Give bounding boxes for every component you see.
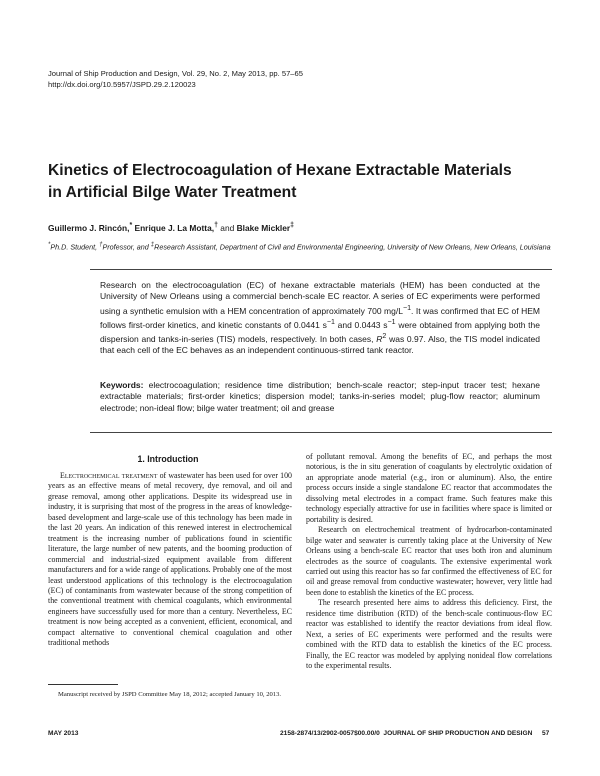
author-conjunction: and	[220, 222, 235, 233]
footnote-rule	[48, 684, 118, 685]
affil-role-2: Professor, and	[102, 242, 149, 252]
right-column	[306, 452, 552, 672]
keywords-label: Keywords:	[100, 380, 144, 390]
abstract-sup-3: −1	[387, 317, 396, 326]
paper-title	[48, 160, 568, 204]
abstract-part-5: was 0.97. Also, the TIS model indicated that each cell of the EC behaves as an independent continuous-stirred tank reactor.	[100, 333, 540, 355]
abstract	[100, 280, 540, 356]
title-line-2: in Artificial Bilge Water Treatment	[48, 184, 297, 201]
abstract-r-symbol: R	[376, 333, 383, 344]
title-line-1: Kinetics of Electrocoagulation of Hexane Extractable Materials	[48, 162, 512, 179]
author-3: Blake Mickler	[236, 222, 291, 233]
keywords-text: electrocoagulation; residence time distribution; bench-scale reactor; step-input tracer test; hexane extractable materials; first-order kinetics; dispersion model; tanks-in-series model; plug-flow reactor; aluminum electrode; non-ideal flow; bilge water treatment; oil and grease	[100, 380, 540, 413]
abstract-sup-4: 2	[382, 331, 387, 340]
journal-line: Journal of Ship Production and Design, Vol. 29, No. 2, May 2013, pp. 57–65	[48, 69, 303, 78]
abstract-part-1: Research on the electrocoagulation (EC) of hexane extractable materials (HEM) has been conducted at the University of New Orleans using a commercial bench-scale EC reactor. A series of EC experiments were performed using a synthetic emulsion with a HEM concentration of approximately 700 mg/L	[100, 280, 540, 316]
author-list	[48, 222, 294, 233]
page-number: 57	[542, 730, 550, 737]
left-column	[48, 471, 292, 649]
footer-date: MAY 2013	[48, 730, 79, 737]
affiliations	[48, 240, 558, 253]
author-2: Enrique J. La Motta,	[134, 222, 215, 233]
affil-mark-3: ‡	[150, 242, 155, 248]
abstract-part-2: . It was confirmed that EC of HEM follows first-order kinetics, and kinetic constants of 0.0441 s	[100, 305, 541, 330]
footer-journal-info	[280, 730, 532, 737]
affil-role-3: Research Assistant, Department of Civil and Environmental Engineering, University of New Orleans, New Orleans, Louisiana	[154, 242, 551, 252]
intro-paragraph-1	[48, 471, 292, 649]
author-3-mark: ‡	[290, 222, 295, 229]
author-1: Guillermo J. Rincón,	[48, 222, 130, 233]
abstract-part-3: and 0.0443 s	[334, 319, 388, 330]
right-paragraph-3: The research presented here aims to address this deficiency. First, the residence time distribution (RTD) of the bench-scale continuous-flow EC reactor was established to identify the reactor deviations from ideal flow. Next, a series of EC experiments were performed and the results were combined with the RTD data to establish the kinetics of the EC process. Finally, the EC reactor was modeled by applying nonideal flow correlations to the experimental results.	[306, 598, 552, 671]
abstract-sup-2: −1	[326, 317, 335, 326]
section-heading: 1. Introduction	[137, 454, 199, 464]
journal-citation	[48, 68, 303, 90]
author-2-mark: †	[214, 222, 218, 229]
abstract-top-rule	[90, 269, 552, 270]
doi-link[interactable]: http://dx.doi.org/10.5957/JSPD.29.2.120023	[48, 80, 196, 89]
abstract-part-4: were obtained from applying both the dispersion and tanks-in-series (TIS) models, respectively. In both cases,	[100, 319, 540, 344]
footer-issn: 2158-2874/13/2902-0057$00.00/0	[280, 730, 380, 737]
keywords	[100, 380, 540, 414]
affil-role-1: Ph.D. Student,	[50, 242, 98, 252]
right-paragraph-1: of pollutant removal. Among the benefits of EC, and perhaps the most notorious, is the in situ generation of coagulants by electrolytic oxidation of an appropriate anode material (e.g., iron or aluminum). Also, the entire process occurs inside a single standalone EC reactor that accommodates the dissolving metal electrodes in a compact frame. Such features make this technology especially attractive for use in facilities where space is limited or portability is desired.	[306, 452, 552, 524]
affil-mark-1: *	[48, 242, 51, 248]
abstract-sup-1: −1	[402, 303, 412, 312]
affil-mark-2: †	[99, 242, 103, 248]
manuscript-footnote: Manuscript received by JSPD Committee May 18, 2012; accepted January 10, 2013.	[58, 691, 282, 698]
footer-journal-name: JOURNAL OF SHIP PRODUCTION AND DESIGN	[383, 730, 533, 737]
right-paragraph-2: Research on electrochemical treatment of hydrocarbon-contaminated bilge water and seawater is currently taking place at the University of New Orleans using a bench-scale EC reactor that uses both iron and aluminum electrodes as the source of coagulants. The extensive experimental work carried out using this reactor has so far confirmed the effectiveness of EC for oil and grease removal from conductive wastewater; however, very little had been done to establish the kinetics of the EC process.	[306, 525, 552, 597]
intro-lead-in: Electrochemical treatment	[60, 471, 158, 480]
abstract-bottom-rule	[90, 432, 552, 433]
author-1-mark: *	[129, 222, 133, 229]
intro-paragraph-1-text: of wastewater has been used for over 100 years as an effective means of metal recovery, dye removal, and oil and grease removal, among other applications. Despite its widespread use in industry, it is surprising that most of the progress in the areas of knowledge-based development and large-scale use of this technology has been made in the last 20 years. An indication of this renewed interest in electrochemical treatment is the increasing number of publications found in scientific literature, the large number of new patents, and the booming production of commercial and industrial-sized equipment available from different manufacturers and for a wide range of applications. Probably one of the most least understood applications of this technology is the electrocoagulation (EC) of contaminants from wastewater because of the strong competition of the conventional treatment with chemical coagulants, which environmental engineers have successfully used for more than a century. Nevertheless, EC treatment is now being accepted as a convenient, efficient, economical, and compact alternative to conventional chemical coagulation and other traditional methods	[48, 471, 292, 648]
